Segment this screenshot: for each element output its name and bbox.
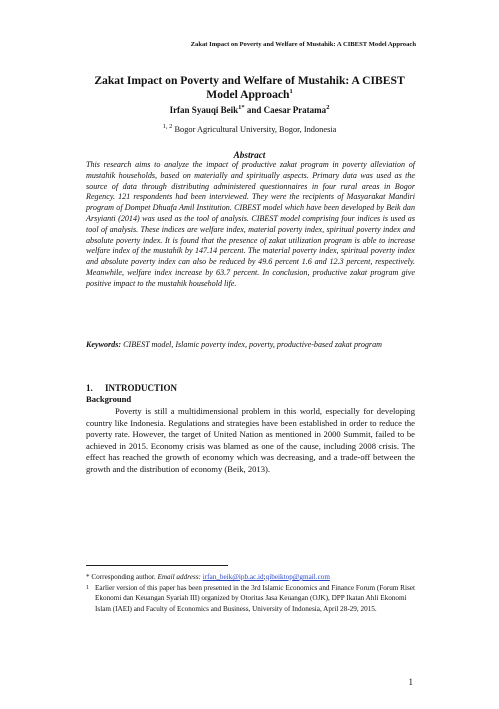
title-footnote-mark: 1 bbox=[289, 88, 293, 96]
footnote-corresponding bbox=[86, 572, 415, 582]
author-1: Irfan Syauqi Beik bbox=[169, 105, 239, 115]
body-paragraph: Poverty is still a multidimensional problem in this world, especially for developing country like Indonesia. Regulations and strategies have been established in order to reduce the poverty rate. However, the target of United Nation as mentioned in 2000 Summit, failed to be achieved in 2015. Economy crisis was blamed as one of the cause, including 2008 crisis. The effect has reached the growth of economy which was decreasing, and a trade-off between the growth and the distribution of economy (Beik, 2013). bbox=[86, 406, 415, 474]
section-title: INTRODUCTION bbox=[105, 383, 178, 393]
page-number: 1 bbox=[408, 677, 413, 687]
author-2-mark: 2 bbox=[326, 104, 330, 111]
author-2: Caesar Pratama bbox=[263, 105, 327, 115]
author-line bbox=[0, 105, 499, 115]
author-conjunction: and bbox=[244, 105, 264, 115]
corresponding-prefix: * Corresponding author. bbox=[86, 573, 158, 581]
footnote-1-text: Earlier version of this paper has been presented in the 3rd Islamic Economics and Finance Forum (Forum Riset Ekonomi dan Keuangan Syariah III) organized by Otoritas Jasa Keuangan (OJK), DPP Ikatan Ahli Ekonomi Islam (IAEI) and Faculty of Economics and Business, University of Indonesia, April 28-29, 2015. bbox=[95, 584, 415, 613]
email-separator: ; bbox=[263, 573, 266, 581]
section-heading bbox=[86, 383, 177, 393]
email-link-2[interactable]: qibeiktop@gmail.com bbox=[265, 573, 330, 581]
section-number: 1. bbox=[86, 383, 93, 393]
affiliation-text: Bogor Agricultural University, Bogor, Indonesia bbox=[172, 125, 337, 134]
running-head: Zakat Impact on Poverty and Welfare of Mustahik: A CIBEST Model Approach bbox=[190, 41, 416, 48]
subsection-heading: Background bbox=[86, 394, 132, 404]
footnote-rule bbox=[86, 565, 228, 566]
abstract-heading: Abstract bbox=[233, 150, 266, 160]
keywords bbox=[86, 340, 415, 351]
footnote-1 bbox=[86, 583, 415, 614]
email-link-1[interactable]: irfan_beik@ipb.ac.id bbox=[202, 573, 264, 581]
title-line-1: Zakat Impact on Poverty and Welfare of Mustahik: A CIBEST bbox=[94, 74, 405, 87]
footnote-1-mark: 1 bbox=[86, 585, 89, 591]
email-label: Email address: bbox=[157, 573, 201, 581]
author-1-mark: 1* bbox=[238, 104, 245, 111]
affiliation bbox=[0, 125, 499, 134]
keywords-label: Keywords: bbox=[86, 340, 122, 349]
affiliation-mark: 1, 2 bbox=[162, 123, 173, 131]
paper-title bbox=[70, 74, 429, 102]
keywords-text: CIBEST model, Islamic poverty index, poverty, productive-based zakat program bbox=[121, 340, 382, 349]
abstract-text: This research aims to analyze the impact of productive zakat program in poverty alleviation of mustahik households, based on materially and spiritually aspects. Primary data was used as the source of data through distributing administered questionnaires in four rural areas in Bogor Regency. 121 respondents had been interviewed. They were the recipients of Masyarakat Mandiri program of Dompet Dhuafa Amil Institution. CIBEST model which have been developed by Beik dan Arsyianti (2014) was used as the tool of analysis. CIBEST model comprising four indices is used as tool of analysis. These indices are welfare index, material poverty index, spiritual poverty index and absolute poverty index. It is found that the presence of zakat utilization program is able to increase welfare index of the mustahik by 147.14 percent. The material poverty index, spiritual poverty index and absolute poverty index can also be reduced by 49.6 percent 1.6 and 12.3 percent, respectively. Meanwhile, welfare index increase by 63.7 percent. In conclusion, productive zakat program give positive impact to the mustahik household life. bbox=[86, 160, 415, 288]
title-line-2: Model Approach bbox=[206, 88, 290, 101]
